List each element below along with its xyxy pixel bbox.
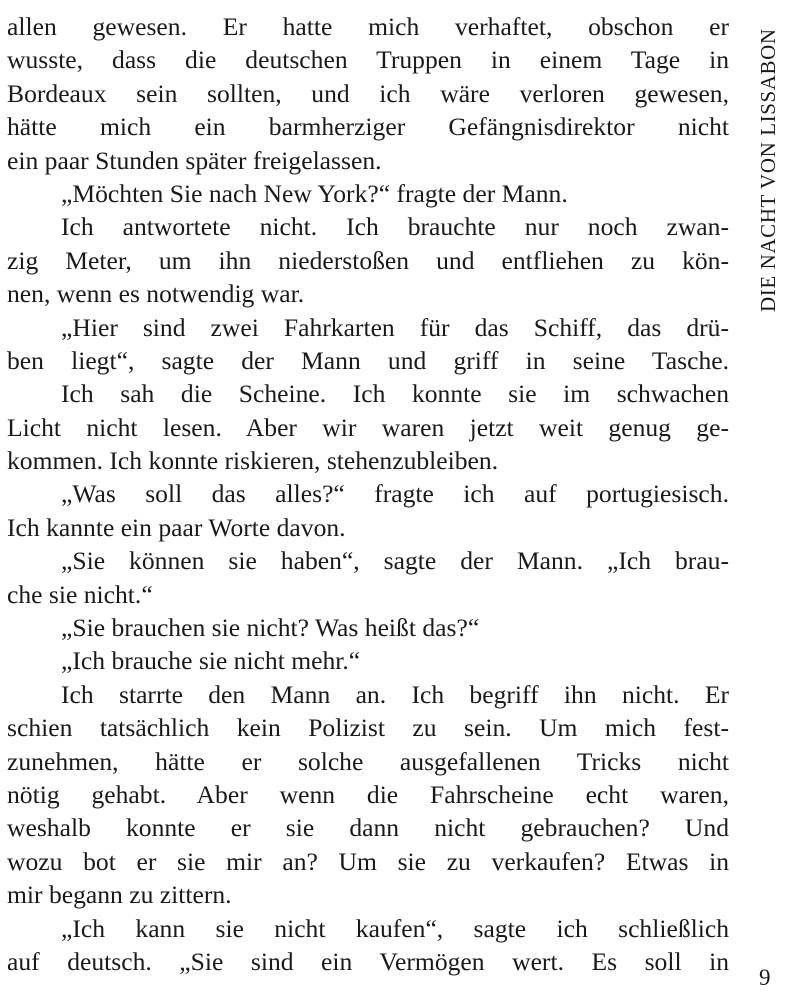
text-line: Ich starrte den Mann an. Ich begriff ihn nicht. Er [61,679,729,709]
text-line: „Ich kann sie nicht kaufen“, sagte ich schließlich [61,913,729,943]
text-line: Ich kannte ein paar Worte davon. [7,512,346,542]
page-number: 9 [759,965,771,990]
text-line: „Hier sind zwei Fahrkarten für das Schiff, das drü- [61,312,729,342]
text-line: zunehmen, hätte er solche ausgefallenen Tricks nicht [7,746,729,776]
text-line: ein paar Stunden später freigelassen. [7,145,382,175]
text-line: hätte mich ein barmherziger Gefängnisdirektor nicht [7,112,729,142]
running-head: DIE NACHT VON LISSABON [756,28,780,312]
text-line: zig Meter, um ihn niederstoßen und entfliehen zu kön- [7,245,729,275]
text-line: mir begann zu zittern. [7,880,232,910]
text-line: „Sie brauchen sie nicht? Was heißt das?“ [61,613,480,643]
text-line: weshalb konnte er sie dann nicht gebrauchen? Und [7,813,729,843]
text-line: ben liegt“, sagte der Mann und griff in seine Tasche. [7,345,729,375]
text-line: nötig gehabt. Aber wenn die Fahrscheine echt waren, [7,779,729,809]
text-line: che sie nicht.“ [7,579,153,609]
text-line: Ich sah die Scheine. Ich konnte sie im schwachen [61,379,729,409]
body-text [7,10,729,978]
text-line: allen gewesen. Er hatte mich verhaftet, obschon er [7,12,729,41]
text-line: „Ich brauche sie nicht mehr.“ [61,646,361,676]
text-line: Bordeaux sein sollten, und ich wäre verloren gewesen, [7,78,729,108]
text-line: „Was soll das alles?“ fragte ich auf portugiesisch. [61,479,729,509]
text-line: wusste, dass die deutschen Truppen in einem Tage in [7,45,729,75]
text-line: kommen. Ich konnte riskieren, stehenzubleiben. [7,446,499,476]
text-line: auf deutsch. „Sie sind ein Vermögen wert. Es soll in [7,946,729,976]
text-line: wozu bot er sie mir an? Um sie zu verkaufen? Etwas in [7,846,729,876]
text-line: nen, wenn es notwendig war. [7,279,305,309]
text-line: Licht nicht lesen. Aber wir waren jetzt weit genug ge- [7,412,729,442]
text-line: „Möchten Sie nach New York?“ fragte der Mann. [61,178,568,208]
text-line: „Sie können sie haben“, sagte der Mann. „Ich brau- [61,546,729,576]
text-line: Ich antwortete nicht. Ich brauchte nur noch zwan- [61,212,729,242]
text-line: schien tatsächlich kein Polizist zu sein. Um mich fest- [7,713,729,743]
